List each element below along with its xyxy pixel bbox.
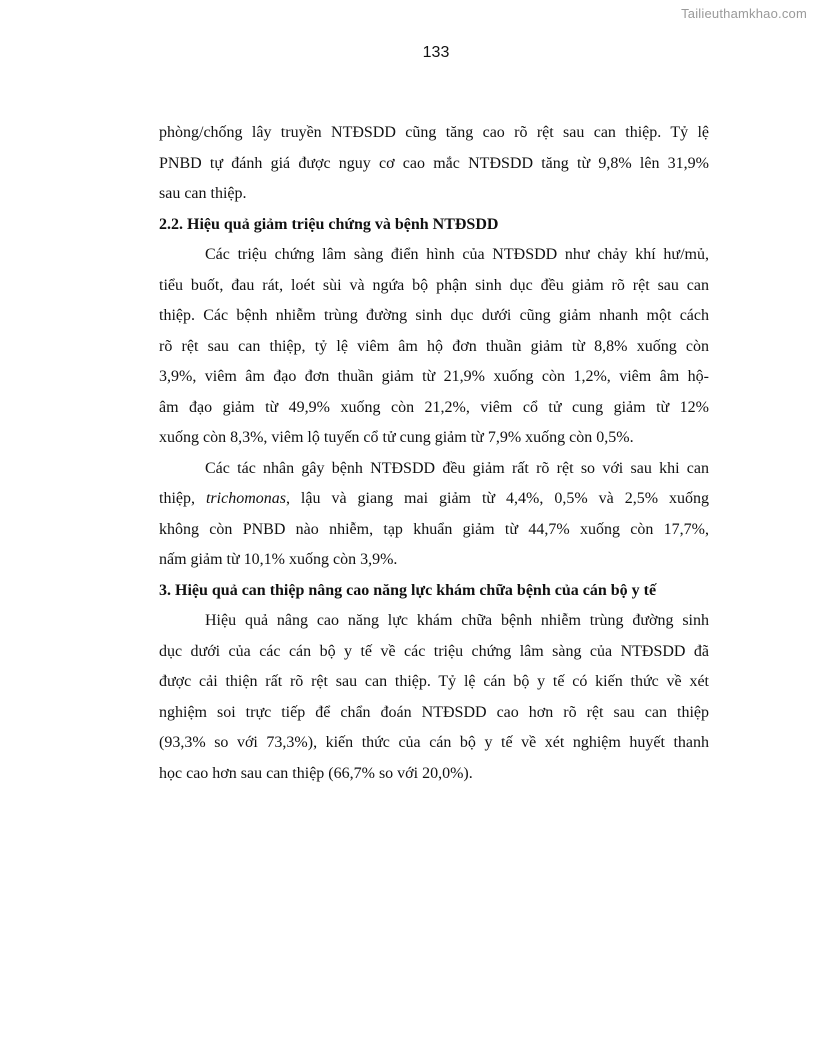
text-line: tiểu buốt, đau rát, loét sùi và ngứa bộ phận sinh dục đều giảm rõ rệt sau can (159, 276, 709, 294)
text-line: được cải thiện rất rõ rệt sau can thiệp. Tỷ lệ cán bộ y tế có kiến thức về xét (159, 673, 709, 690)
section-3-paragraph (159, 606, 709, 789)
text-line: Hiệu quả nâng cao năng lực khám chữa bệnh nhiễm trùng đường sinh (205, 612, 709, 629)
text-line: dục dưới của các cán bộ y tế về các triệu chứng lâm sàng của NTĐSDD đã (159, 642, 709, 660)
document-body (159, 118, 709, 789)
text-line: xuống còn 8,3%, viêm lộ tuyến cổ tử cung giảm từ 7,9% xuống còn 0,5%. (159, 429, 634, 446)
text-line: âm đạo giảm từ 49,9% xuống còn 21,2%, viêm cổ tử cung giảm từ 12% (159, 398, 709, 416)
text-span: , lậu và giang mai giảm từ 4,4%, 0,5% và 2,5% xuống (285, 490, 709, 507)
section-heading-3: 3. Hiệu quả can thiệp nâng cao năng lực khám chữa bệnh của cán bộ y tế (159, 581, 657, 599)
text-line (159, 484, 709, 515)
text-line: sau can thiệp. (159, 185, 247, 202)
text-line: rõ rệt sau can thiệp, tỷ lệ viêm âm hộ đơn thuần giảm từ 8,8% xuống còn (159, 337, 709, 355)
section-2-2-paragraph-1 (159, 240, 709, 454)
text-line: Các triệu chứng lâm sàng điển hình của NTĐSDD như chảy khí hư/mủ, (205, 246, 709, 263)
text-line: nấm giảm từ 10,1% xuống còn 3,9%. (159, 551, 398, 568)
section-2-2-paragraph-2 (159, 454, 709, 576)
text-line: học cao hơn sau can thiệp (66,7% so với 20,0%). (159, 764, 473, 782)
text-line: PNBD tự đánh giá được nguy cơ cao mắc NTĐSDD tăng từ 9,8% lên 31,9% (159, 154, 709, 172)
text-span: thiệp, (159, 490, 206, 507)
text-line: nghiệm soi trực tiếp để chẩn đoán NTĐSDD cao hơn rõ rệt sau can thiệp (159, 703, 709, 721)
text-line: 3,9%, viêm âm đạo đơn thuần giảm từ 21,9% xuống còn 1,2%, viêm âm hộ- (159, 368, 709, 385)
italic-term: trichomonas (205, 490, 286, 507)
text-line: không còn PNBD nào nhiễm, tạp khuẩn giảm từ 44,7% xuống còn 17,7%, (159, 520, 709, 538)
text-line: phòng/chống lây truyền NTĐSDD cũng tăng cao rõ rệt sau can thiệp. Tỷ lệ (159, 124, 709, 141)
intro-paragraph (159, 118, 709, 210)
text-line: (93,3% so với 73,3%), kiến thức của cán bộ y tế về xét nghiệm huyết thanh (159, 734, 709, 751)
text-line: thiệp. Các bệnh nhiễm trùng đường sinh dục dưới cũng giảm nhanh một cách (159, 307, 709, 324)
watermark: Tailieuthamkhao.com (681, 6, 807, 21)
text-line: Các tác nhân gây bệnh NTĐSDD đều giảm rất rõ rệt so với sau khi can (205, 459, 709, 477)
section-heading-2-2: 2.2. Hiệu quả giảm triệu chứng và bệnh NTĐSDD (159, 215, 499, 233)
page-number: 133 (422, 44, 450, 61)
